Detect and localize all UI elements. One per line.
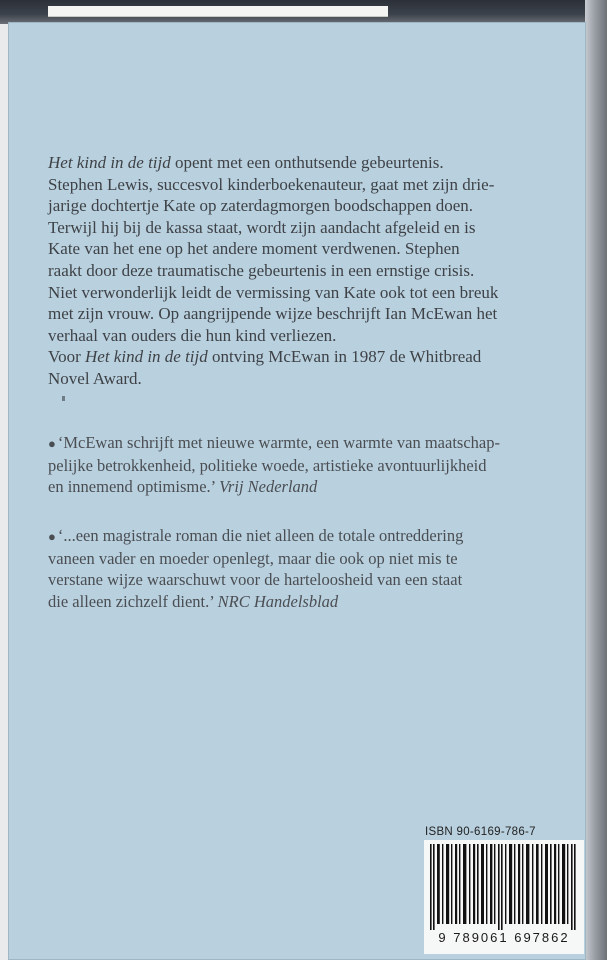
quote-source: NRC Handelsblad	[217, 591, 339, 611]
bullet-icon: ●	[48, 529, 56, 544]
review-quote-2: ● ‘...een magistrale roman die niet alleen de totale ontreddering vaneen vader en moeder openlegt, maar die ook op niet mis te verstane wijze waarschuwt voor de harteloosheid van een staat die alleen zichzelf dient.’ NRC Handelsblad	[48, 526, 464, 611]
blurb-line-1: Het kind in de tijd opent met een onthutsende gebeurtenis.	[48, 153, 444, 172]
isbn-label: ISBN 90-6169-786-7	[425, 826, 536, 838]
blurb	[48, 152, 568, 390]
blurb-line: jarige dochtertje Kate op zaterdagmorgen boodschappen doen.	[48, 196, 473, 216]
review-quote-1: ● ‘McEwan schrijft met nieuwe warmte, een warmte van maatschap- pelijke betrokkenheid, politieke woede, artistieke avontuurlijkheid en innemend optimisme.’ Vrij Nederland	[48, 433, 500, 497]
barcode-bars	[428, 844, 580, 934]
page-edge-shadow	[585, 0, 607, 960]
quote-source: Vrij Nederland	[219, 477, 318, 497]
blurb-line: Kate van het ene op het andere moment verdwenen. Stephen	[48, 239, 460, 259]
blurb-line: Stephen Lewis, succesvol kinderboekenauteur, gaat met zijn drie-	[48, 174, 495, 194]
book-title: Het kind in de tijd	[48, 153, 171, 172]
blurb-line: Terwijl hij bij de kassa staat, wordt zijn aandacht afgeleid en is	[48, 217, 476, 237]
barcode	[424, 840, 584, 954]
blurb-line: met zijn vrouw. Op aangrijpende wijze beschrijft Ian McEwan het	[48, 304, 498, 324]
paper-edge	[48, 6, 388, 17]
barcode-number: 9 789061 697862	[424, 930, 584, 945]
award-line: Voor Het kind in de tijd ontving McEwan in 1987 de Whitbread	[48, 347, 482, 367]
book-title: Het kind in de tijd	[85, 347, 208, 367]
blurb-line: Niet verwonderlijk leidt de vermissing van Kate ook tot een breuk	[48, 282, 499, 302]
print-speck	[62, 396, 65, 401]
bullet-icon: ●	[48, 436, 56, 451]
blurb-line: raakt door deze traumatische gebeurtenis in een ernstige crisis.	[48, 260, 475, 280]
blurb-line: verhaal van ouders die hun kind verliezen.	[48, 325, 337, 345]
award-line-2: Novel Award.	[48, 368, 142, 388]
